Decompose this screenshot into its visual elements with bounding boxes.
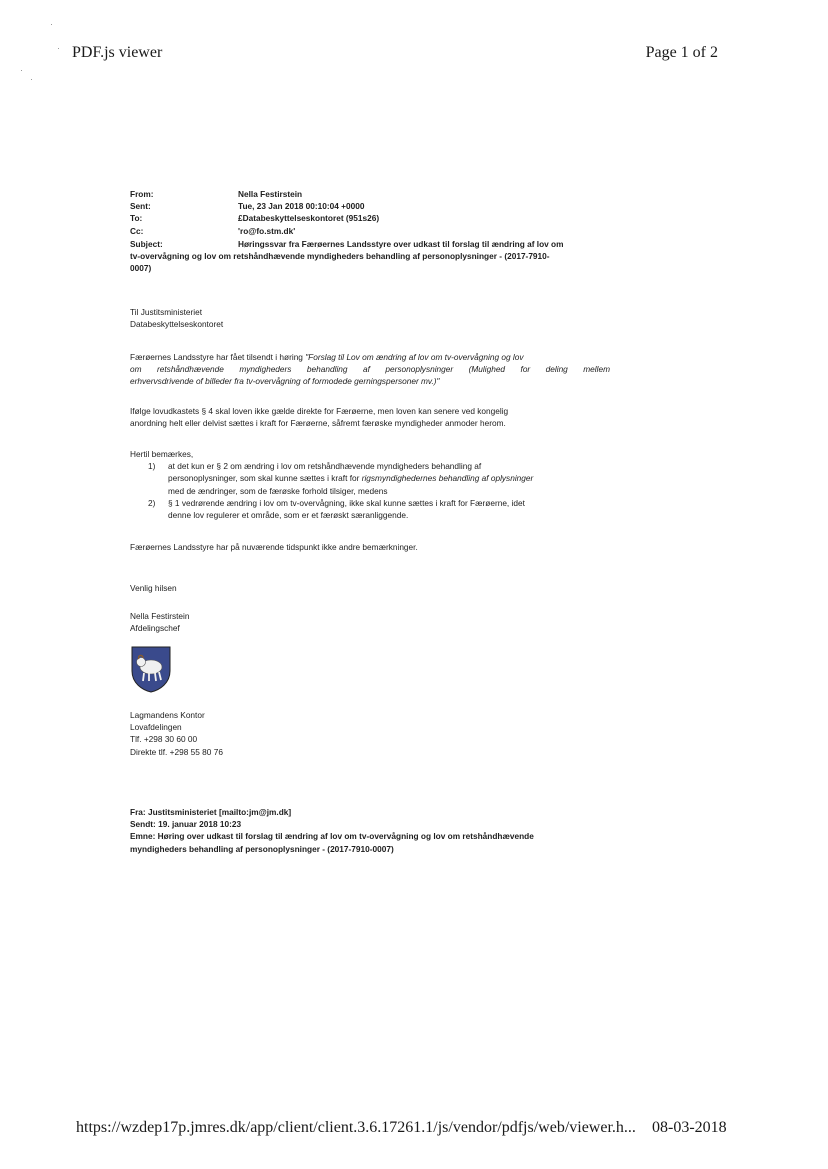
forwarded-subject-line1: Emne: Høring over udkast til forslag til ændring af lov om tv-overvågning og lov om retshåndhævende xyxy=(130,831,534,842)
paragraph-hearing-line3: erhvervsdrivende of billeder fra tv-overvågning of formodede gerningspersoner mv.)" xyxy=(130,376,440,387)
sent-label: Sent: xyxy=(130,201,151,211)
cc-label: Cc: xyxy=(130,226,144,236)
remark-item-2: 2) § 1 vedrørende ændring i lov om tv-overvågning, ikke skal kunne sættes i kraft for Færøerne, idet denne lov regulerer et område, som er et færøskt særanliggende. xyxy=(148,497,525,521)
scan-speck xyxy=(51,24,52,25)
cc-value: 'ro@fo.stm.dk' xyxy=(238,226,296,236)
closing-greeting: Venlig hilsen xyxy=(130,583,177,593)
scan-speck xyxy=(31,79,32,80)
org-department: Lovafdelingen xyxy=(130,722,182,733)
forwarded-from: Fra: Justitsministeriet [mailto:jm@jm.dk] xyxy=(130,807,292,817)
forwarded-subject-line2: myndigheders behandling af personoplysninger - (2017-7910-0007) xyxy=(130,843,394,854)
signature-block xyxy=(130,610,610,634)
paragraph-hearing xyxy=(130,351,610,388)
paragraph-hearing-line1: Færøernes Landsstyre har fået tilsendt i høring "Forslag til Lov om ændring af lov om tv-overvågning og lov xyxy=(130,352,524,362)
remarks-block xyxy=(130,448,610,521)
subject-value-line2: tv-overvågning og lov om retshåndhævende myndigheders behandling af personoplysninger - (2017-7910- xyxy=(130,251,550,261)
scan-speck xyxy=(21,70,22,71)
to-value: £Databeskyttelseskontoret (951s26) xyxy=(238,213,380,223)
signature-title: Afdelingschef xyxy=(130,623,180,634)
scan-speck xyxy=(58,48,59,49)
org-direct-phone: Direkte tlf. +298 55 80 76 xyxy=(130,746,223,757)
viewer-title: PDF.js viewer xyxy=(72,44,163,61)
recipient-ministry: Til Justitsministeriet xyxy=(130,307,203,317)
faroe-coat-of-arms-icon xyxy=(130,645,172,693)
paragraph-section4-line2: anordning helt eller delvist sættes i kraft for Færøerne, såfremt færøske myndigheder anmoder herom. xyxy=(130,418,506,429)
from-value: Nella Festirstein xyxy=(238,189,303,199)
remark-item-1: 1) at det kun er § 2 om ændring i lov om retshåndhævende myndigheders behandling af personoplysninger, som skal kunne sættes i kraft for rigsmyndighedernes behandling af oplysninger med de ændringer, som de færøske forhold tilsiger, medens xyxy=(148,461,534,496)
paragraph-section4 xyxy=(130,405,610,429)
forwarded-sent: Sendt: 19. januar 2018 10:23 xyxy=(130,819,242,830)
recipient-office: Databeskyttelseskontoret xyxy=(130,319,224,330)
signature-name: Nella Festirstein xyxy=(130,611,190,621)
organization-block xyxy=(130,709,610,758)
print-date: 08-03-2018 xyxy=(652,1119,727,1136)
recipient-block xyxy=(130,306,610,330)
page-indicator: Page 1 of 2 xyxy=(645,44,718,61)
subject-value-line1: Høringssvar fra Færøernes Landsstyre over udkast til forslag til ændring af lov om xyxy=(238,239,564,249)
remark-item-1-number: 1) xyxy=(148,461,156,472)
remark-item-2-number: 2) xyxy=(148,497,156,508)
page-url: https://wzdep17p.jmres.dk/app/client/client.3.6.17261.1/js/vendor/pdfjs/web/viewer.h... xyxy=(76,1119,636,1136)
org-phone: Tlf. +298 30 60 00 xyxy=(130,734,198,745)
sent-value: Tue, 23 Jan 2018 00:10:04 +0000 xyxy=(238,201,365,211)
paragraph-section4-line1: Ifølge lovudkastets § 4 skal loven ikke gælde direkte for Færøerne, men loven kan senere ved kongelig xyxy=(130,406,509,416)
org-name: Lagmandens Kontor xyxy=(130,710,205,720)
paragraph-hearing-line2: om retshåndhævende myndigheders behandling af personoplysninger (Mulighed for deling mellem xyxy=(130,364,610,375)
forwarded-header xyxy=(130,806,650,855)
subject-label: Subject: xyxy=(130,239,163,249)
to-label: To: xyxy=(130,213,143,223)
paragraph-no-further-remarks: Færøernes Landsstyre har på nuværende tidspunkt ikke andre bemærkninger. xyxy=(130,542,418,552)
subject-value-line3: 0007) xyxy=(130,263,152,273)
remarks-intro: Hertil bemærkes, xyxy=(130,449,194,459)
from-label: From: xyxy=(130,189,154,199)
